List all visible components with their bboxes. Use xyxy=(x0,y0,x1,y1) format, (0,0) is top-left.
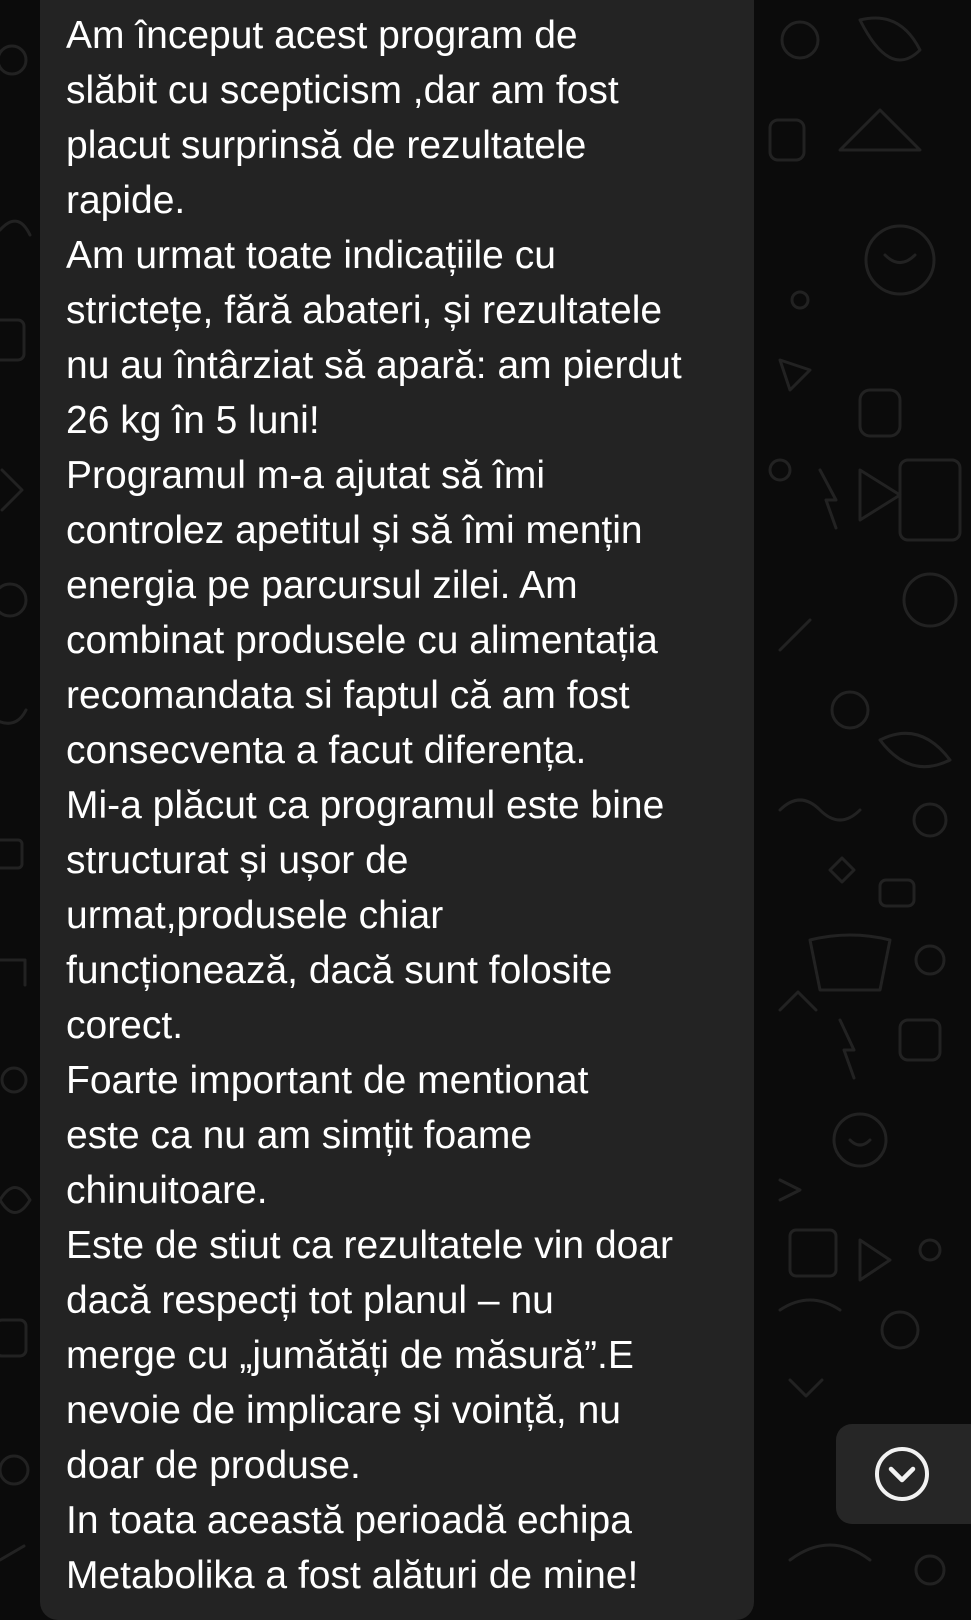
message-line: Mi-a plăcut ca programul este bine xyxy=(66,784,665,827)
message-line: placut surprinsă de rezultatele xyxy=(66,124,587,167)
message-line: recomandata si faptul că am fost xyxy=(66,674,630,717)
message-line: urmat,produsele chiar xyxy=(66,894,444,937)
message-line: In toata această perioadă echipa xyxy=(66,1499,632,1542)
message-line: Am început acest program de xyxy=(66,14,578,57)
message-line: Foarte important de mentionat xyxy=(66,1059,589,1102)
message-text xyxy=(66,8,732,1603)
message-line: dacă respecți tot planul – nu xyxy=(66,1279,554,1322)
message-line: structurat și ușor de xyxy=(66,839,409,882)
message-line: este ca nu am simțit foame xyxy=(66,1114,533,1157)
message-line: chinuitoare. xyxy=(66,1169,268,1212)
message-line: consecventa a facut diferența. xyxy=(66,729,587,772)
message-line: combinat produsele cu alimentația xyxy=(66,619,658,662)
message-line: funcționează, dacă sunt folosite xyxy=(66,949,613,992)
message-line: 26 kg în 5 luni! xyxy=(66,399,320,442)
message-line: nu au întârziat să apară: am pierdut xyxy=(66,344,682,387)
message-line: Am urmat toate indicațiile cu xyxy=(66,234,556,277)
chevron-down-circle-icon xyxy=(874,1446,930,1502)
message-line: merge cu „jumătăți de măsură”.E xyxy=(66,1334,634,1377)
message-line: doar de produse. xyxy=(66,1444,361,1487)
message-line: Metabolika a fost alături de mine! xyxy=(66,1554,639,1597)
message-line: slăbit cu scepticism ,dar am fost xyxy=(66,69,619,112)
message-line: Programul m-a ajutat să îmi xyxy=(66,454,545,497)
message-bubble[interactable] xyxy=(40,0,754,1620)
message-line: rapide. xyxy=(66,179,186,222)
message-line: strictețe, fără abateri, și rezultatele xyxy=(66,289,663,332)
scroll-to-bottom-button[interactable] xyxy=(836,1424,971,1524)
message-line: Este de stiut ca rezultatele vin doar xyxy=(66,1224,673,1267)
message-line: controlez apetitul și să îmi mențin xyxy=(66,509,643,552)
message-line: corect. xyxy=(66,1004,184,1047)
message-line: energia pe parcursul zilei. Am xyxy=(66,564,578,607)
message-line: nevoie de implicare și voință, nu xyxy=(66,1389,621,1432)
